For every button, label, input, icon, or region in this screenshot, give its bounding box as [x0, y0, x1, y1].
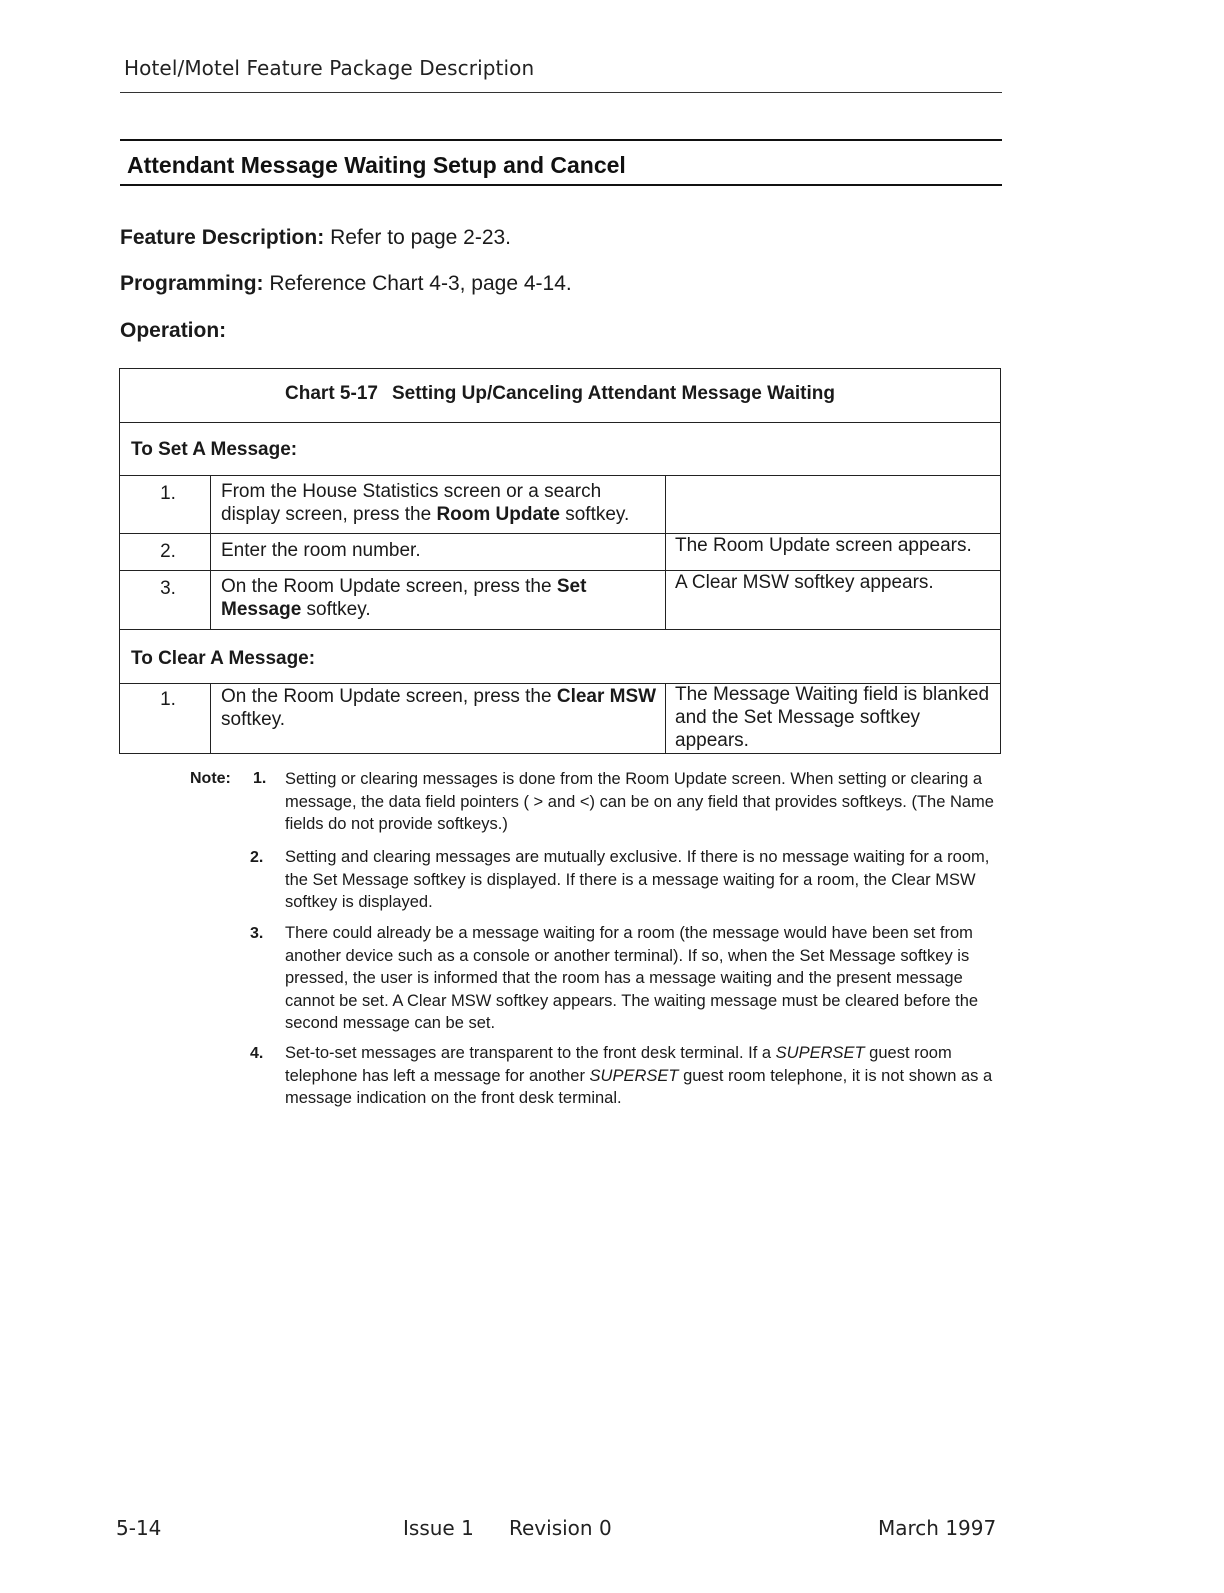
page-number: 5-14	[116, 1516, 162, 1540]
note-text-part: guest room telephone has left a message for another	[285, 1044, 952, 1085]
brand-name: SUPERSET	[589, 1066, 679, 1085]
programming-line	[120, 272, 572, 296]
feature-description-label: Feature Description:	[120, 226, 325, 249]
column-divider	[665, 683, 666, 753]
column-divider	[210, 683, 211, 753]
chart-title-text: Setting Up/Canceling Attendant Message Waiting	[391, 383, 835, 404]
note-text-part: guest room telephone, it is not shown as a message indication on the front desk terminal.	[285, 1066, 993, 1107]
operation-chart	[119, 368, 1001, 754]
step-number: 3.	[160, 578, 176, 599]
note-number: 3.	[250, 925, 264, 942]
step-number: 1.	[160, 689, 176, 710]
set-message-heading: To Set A Message:	[131, 439, 298, 460]
operation-label: Operation:	[120, 319, 227, 342]
revision-label: Revision 0	[509, 1516, 612, 1540]
note-text: Setting or clearing messages is done from the Room Update screen. When setting or clearing a message, the data field pointers ( > and <) can be on any field that provides softkeys. (The Name fields do not provide softkeys.)	[285, 770, 994, 833]
column-divider	[665, 475, 666, 629]
note-text: There could already be a message waiting for a room (the message would have been set from another device such as a console or another terminal). If so, when the Set Message softkey is pressed, the user is informed that the room has a message waiting and the present message cannot be set. A Clear MSW softkey appears. The waiting message must be cleared before the second message can be set.	[285, 924, 979, 1032]
note-number: 1.	[253, 770, 267, 787]
running-header: Hotel/Motel Feature Package Description	[124, 56, 535, 80]
softkey-name: Set Message	[221, 576, 587, 620]
step-action-text: Enter the room number.	[221, 540, 421, 561]
softkey-name: Room Update	[436, 504, 560, 525]
publication-date: March 1997	[878, 1516, 997, 1540]
programming-value: Reference Chart 4-3, page 4-14.	[269, 272, 572, 295]
step-result: A Clear MSW softkey appears.	[675, 572, 934, 593]
note-label: Note:	[190, 770, 231, 787]
feature-description-value: Refer to page 2-23.	[330, 226, 512, 249]
note-text	[285, 1042, 1001, 1110]
header-rule	[120, 92, 1002, 93]
note-text-part: Set-to-set messages are transparent to the front desk terminal. If a	[285, 1044, 776, 1062]
chart-divider	[120, 629, 1000, 630]
step-action-text: softkey.	[221, 709, 286, 730]
step-action-text: softkey.	[559, 504, 630, 525]
step-action	[221, 539, 651, 562]
chart-divider	[120, 422, 1000, 423]
chart-number: Chart 5-17	[285, 383, 378, 404]
title-rule-bottom	[120, 184, 1002, 186]
brand-name: SUPERSET	[775, 1044, 865, 1062]
title-rule-top	[120, 139, 1002, 141]
clear-message-heading: To Clear A Message:	[131, 648, 316, 669]
section-title: Attendant Message Waiting Setup and Cancel	[127, 152, 626, 178]
chart-divider	[120, 475, 1000, 476]
step-action-text: From the House Statistics screen or a search display screen, press the	[221, 481, 602, 525]
chart-title	[120, 383, 1000, 405]
step-result: The Room Update screen appears.	[675, 535, 972, 556]
step-result: The Message Waiting field is blanked and the Set Message softkey appears.	[675, 684, 990, 751]
column-divider	[210, 475, 211, 629]
step-action-text: On the Room Update screen, press the	[221, 686, 557, 707]
step-number: 1.	[160, 483, 176, 504]
programming-label: Programming:	[120, 272, 264, 295]
step-action	[221, 480, 651, 526]
step-action	[221, 575, 621, 621]
note-text: Setting and clearing messages are mutually exclusive. If there is no message waiting for a room, the Set Message softkey is displayed. If there is a message waiting for a room, the Clear MSW softkey is displayed.	[285, 848, 990, 911]
step-action-text: On the Room Update screen, press the	[221, 576, 557, 597]
step-action-text: softkey.	[301, 599, 371, 620]
note-number: 2.	[250, 849, 264, 866]
feature-description-line	[120, 226, 511, 250]
softkey-name: Clear MSW	[556, 686, 657, 707]
step-number: 2.	[160, 541, 176, 562]
note-number: 4.	[250, 1045, 264, 1062]
step-action	[221, 685, 657, 731]
issue-label: Issue 1	[403, 1516, 474, 1540]
